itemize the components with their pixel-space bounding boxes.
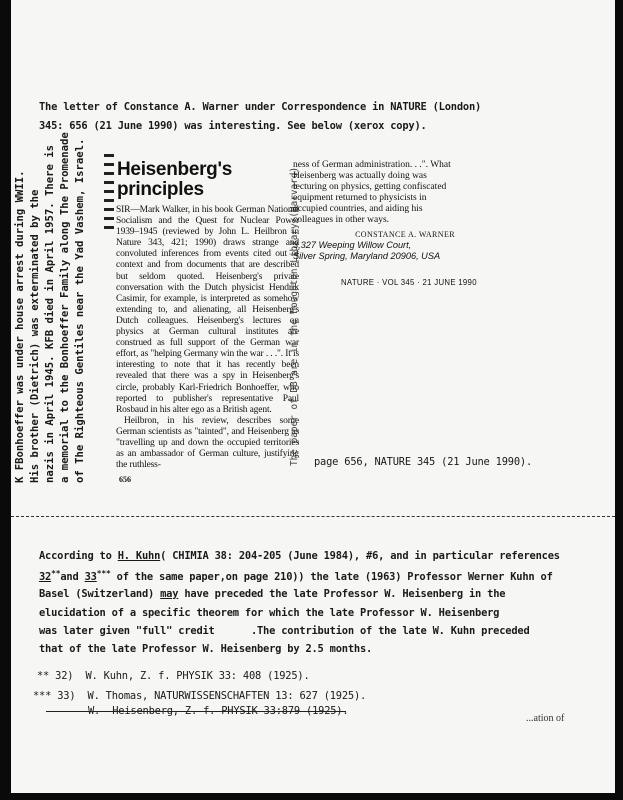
reference-mark: *** 33) [33,690,76,702]
body-line-3 [39,588,505,600]
article-paragraph: Heilbron, in his review, describes some German scientists as "tainted", and Heisenberg as "travelling up and down the occupied territories as an ambassador of German culture, justifying the ruthless- [116,415,299,471]
body-line-2 [39,569,553,583]
may-word: may [160,588,179,600]
side-note [13,132,88,483]
letter-address-1: 3,327 Weeping Willow Court, [293,239,412,250]
header-line-2: 345: 656 (21 June 1990) was interesting. See below (xerox copy). [39,120,427,132]
body-text: and [60,571,85,583]
body-text: of the same paper,on page 210)) the late (1963) Professor Werner Kuhn of [110,571,553,583]
body-text: ( CHIMIA 38: 204-205 (June 1984), #6, and in particular references [160,550,560,562]
side-note-line: of The Righteous Gentiles near the Yad Vashem, Israel. [74,138,86,483]
reference-text: W. Thomas, NATURWISSENSCHAFTEN 13: 627 (1925). [87,690,367,702]
side-note-line: a memorial to the Bonhoeffer Family along The Promenade [59,132,71,483]
headline-line-2: principles [117,179,204,200]
ref-33: 33 [84,571,97,583]
reference-underline [46,711,346,712]
body-text: have preceded the late Professor W. Heisenberg in the [178,588,506,600]
body-line-4: elucidation of a specific theorem for which the late Professor W. Heisenberg [39,607,500,619]
clipping-article [116,205,299,471]
reference-text: Heisenberg, Z. f. PHYSIK 33:879 (1925). [112,705,349,717]
reference-mark: W. [88,705,101,717]
reference-text: W. Kuhn, Z. f. PHYSIK 33: 408 (1925). [85,670,310,682]
stars: ** [51,569,61,578]
body-line-6: that of the late Professor W. Heisenberg by 2.5 months. [39,643,373,655]
cut-line [11,516,615,517]
nature-citation: NATURE · VOL 345 · 21 JUNE 1990 [341,278,477,287]
letter-address-2: Silver Spring, Maryland 20906, USA [293,250,441,261]
letter-signature: CONSTANCE A. WARNER [355,229,455,239]
stars: *** [96,569,111,578]
side-note-line: nazis in April 1945. KFB died in April 1957. There is [44,144,56,483]
clipping-page-mark: 656 [119,475,131,484]
article-paragraph: SIR—Mark Walker, in his book German National Socialism and the Quest for Nuclear Power 1939–1945 (reviewed by John L. Heilbron in Nature 343, 421; 1990) draws strange and convoluted inferences from events cited out of context and from documents that are described but seldom quoted. Heisenberg's private conversation with the Dutch physicist Hendrik Casimir, for example, is interpreted as somehow extending to, and alienating, all Heisenberg's Dutch colleagues. Heisenberg's lectures on physics at German cultural institutes are construed as full support of the German war effort, as "helping Germany win the war . . .". It is interesting to note that it has recently been revealed that there was a spy in Heisenberg's circle, probably Karl-Friedrich Bonhoeffer, who reported to publisher's representative Paul Rosbaud in his alter ego as a British agent. [116,205,299,415]
body-line-1 [39,550,560,562]
body-line-5: was later given "full" credit .The contribution of the late W. Kuhn preceded [39,625,530,637]
reference-item [33,690,366,702]
clipping-letter [293,160,455,262]
ref-32: 32 [39,571,52,583]
header-line-1: The letter of Constance A. Warner under Correspondence in NATURE (London) [39,101,482,113]
side-note-line: His brother (Dietrich) was exterminated by the [29,189,41,483]
side-note-line: K FBonhoeffer was under house arrest during WWII. [14,170,26,483]
cut-off-text: ...ation of [526,713,565,724]
body-text: Basel (Switzerland) [39,588,161,600]
headline-line-1: Heisenberg's [117,159,232,180]
page-reference: page 656, NATURE 345 (21 June 1990). [314,456,533,468]
kuhn-name: H. Kuhn [117,550,161,562]
reference-mark: ** 32) [37,670,74,682]
body-text: According to [39,550,118,562]
houghton-note: The paper of DB are in the Houghton Library (Harvard) [289,166,300,466]
document-sheet [11,0,615,793]
clipping-headline [117,160,232,200]
letter-text: ness of German administration. . .". What Heisenberg was actually doing was lecturing on physics, getting confiscated equipment returned to physicists in occupied countries, and aiding his colleagues in other ways. [293,160,451,226]
reference-item [37,670,310,682]
